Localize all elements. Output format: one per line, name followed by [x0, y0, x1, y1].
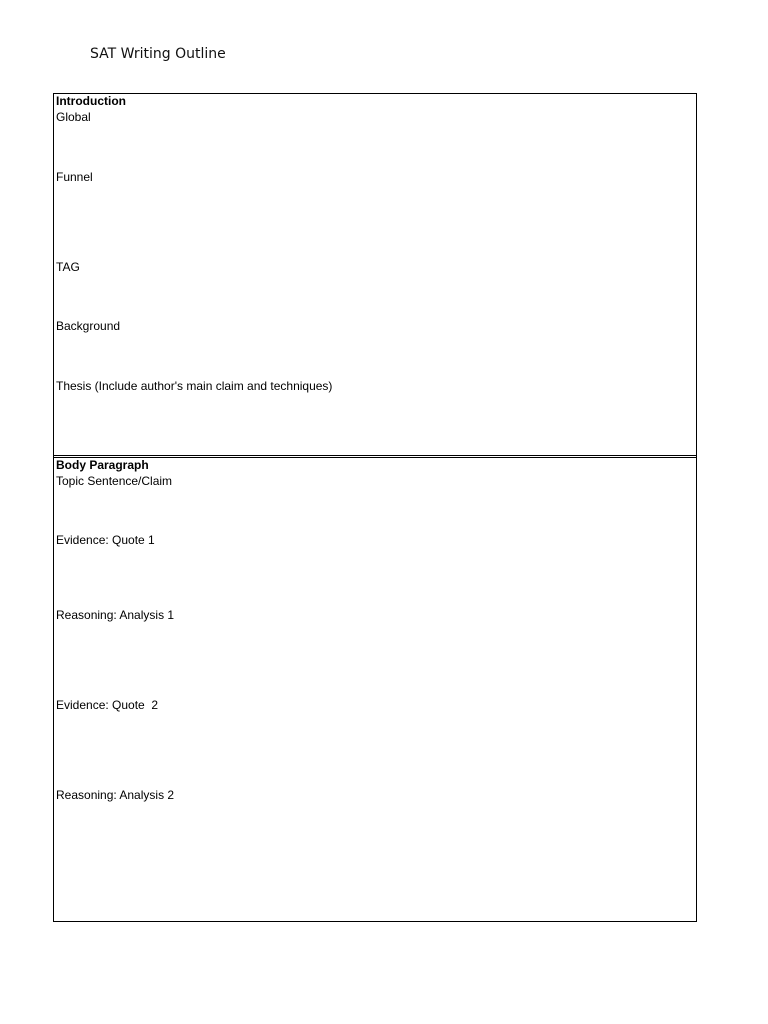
prompt-evidence-quote-1: Evidence: Quote 1	[56, 533, 155, 547]
introduction-heading: Introduction	[56, 94, 126, 108]
prompt-funnel: Funnel	[56, 170, 93, 184]
prompt-thesis: Thesis (Include author's main claim and techniques)	[56, 379, 333, 393]
introduction-section	[54, 94, 696, 455]
prompt-reasoning-analysis-2: Reasoning: Analysis 2	[56, 788, 175, 802]
outline-table	[53, 93, 697, 922]
prompt-reasoning-analysis-1: Reasoning: Analysis 1	[56, 608, 175, 622]
prompt-evidence-quote-2: Evidence: Quote 2	[56, 698, 159, 712]
prompt-topic-sentence: Topic Sentence/Claim	[56, 474, 173, 488]
document-title: SAT Writing Outline	[90, 46, 226, 62]
prompt-tag: TAG	[56, 260, 80, 274]
body-paragraph-heading: Body Paragraph	[56, 458, 149, 472]
prompt-global: Global	[56, 110, 91, 124]
body-paragraph-section	[54, 458, 696, 921]
prompt-background: Background	[56, 319, 121, 333]
